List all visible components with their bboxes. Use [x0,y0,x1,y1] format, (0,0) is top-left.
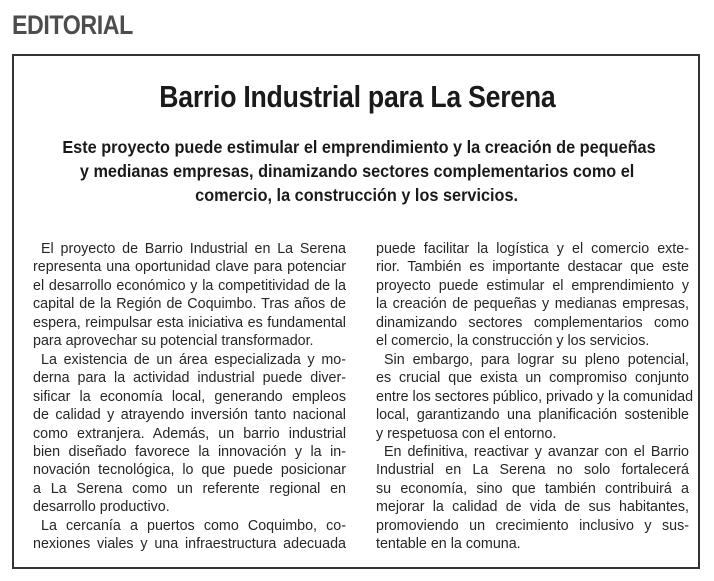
body-line: rior. También es importante destacar que este [376,259,689,276]
subheading-line-text: Este proyecto puede estimular el emprendimiento y la creación de pequeñas [62,137,656,157]
subheading-line-text: y medianas empresas, dinamizando sectores complementarios como el [79,161,635,181]
body-line: novación tecnológica, lo que puede posicionar [33,462,346,479]
body-line: El proyecto de Barrio Industrial en La Serena [41,241,346,257]
body-line: Industrial en La Serena no solo fortalecerá [376,462,689,479]
subheading-line [40,183,674,207]
headline-text: Barrio Industrial para La Serena [158,79,556,114]
body-line: derna para la actividad industrial puede diver- [33,370,346,387]
body-line: dinamizando sectores complementarios como [376,314,689,331]
body-column-left [33,240,346,554]
subheading-line [40,135,674,159]
body-line: puede facilitar la logística y el comercio exte- [376,241,689,257]
body-line: a La Serena como un referente regional en [33,480,346,497]
body-line: entre los sectores público, privado y la comunidad [376,388,694,405]
body-column-right [376,240,694,554]
section-label: EDITORIAL [12,10,133,40]
body-line: y respetuosa con el entorno. [376,425,557,442]
subheading [40,135,674,207]
body-line: el comercio, la construcción y los servicios. [376,333,650,350]
body-line: la creación de pequeñas y medianas empresas, [376,296,689,313]
body-line: promoviendo un crecimiento inclusivo y sus- [376,517,689,534]
body-line: tentable en la comuna. [376,536,521,553]
body-line: como extranjera. Además, un barrio industrial [33,425,346,442]
body-line: espera, reimpulsar esta iniciativa es fundamental [33,314,346,331]
body-line: Sin embargo, para lograr su pleno potencial, [384,351,689,368]
body-line: representa una oportunidad clave para potenciar [33,259,346,276]
body-line: En definitiva, reactivar y avanzar con el Barrio [384,443,689,460]
body-line: para aprovechar su potencial transformador. [33,333,314,350]
subheading-line-text: comercio, la construcción y los servicios. [195,185,519,205]
body-line: La existencia de un área especializada y mo- [41,351,346,368]
body-line: nexiones viales y una infraestructura adecuada [33,536,346,553]
body-line: bien diseñado favorece la innovación y la in- [33,443,346,460]
body-line: el desarrollo económico y la competitividad de la [33,277,346,294]
body-line: su economía, sino que también contribuirá a [376,480,689,497]
body-line: mejorar la calidad de vida de sus habitantes, [376,499,689,516]
body-line: sificar la economía local, generando empleos [33,388,346,405]
body-line: de calidad y atrayendo inversión tanto nacional [33,407,346,424]
body-line: La cercanía a puertos como Coquimbo, co- [41,517,346,534]
body-line: capital de la Región de Coquimbo. Tras años de [33,296,346,313]
subheading-line [40,159,674,183]
body-line: es crucial que exista un compromiso conjunto [376,370,689,387]
body-line: desarrollo productivo. [33,499,170,516]
headline [0,78,714,116]
body-line: local, garantizando una planificación sostenible [376,407,689,424]
body-line: proyecto puede estimular el emprendimiento y [376,277,689,294]
